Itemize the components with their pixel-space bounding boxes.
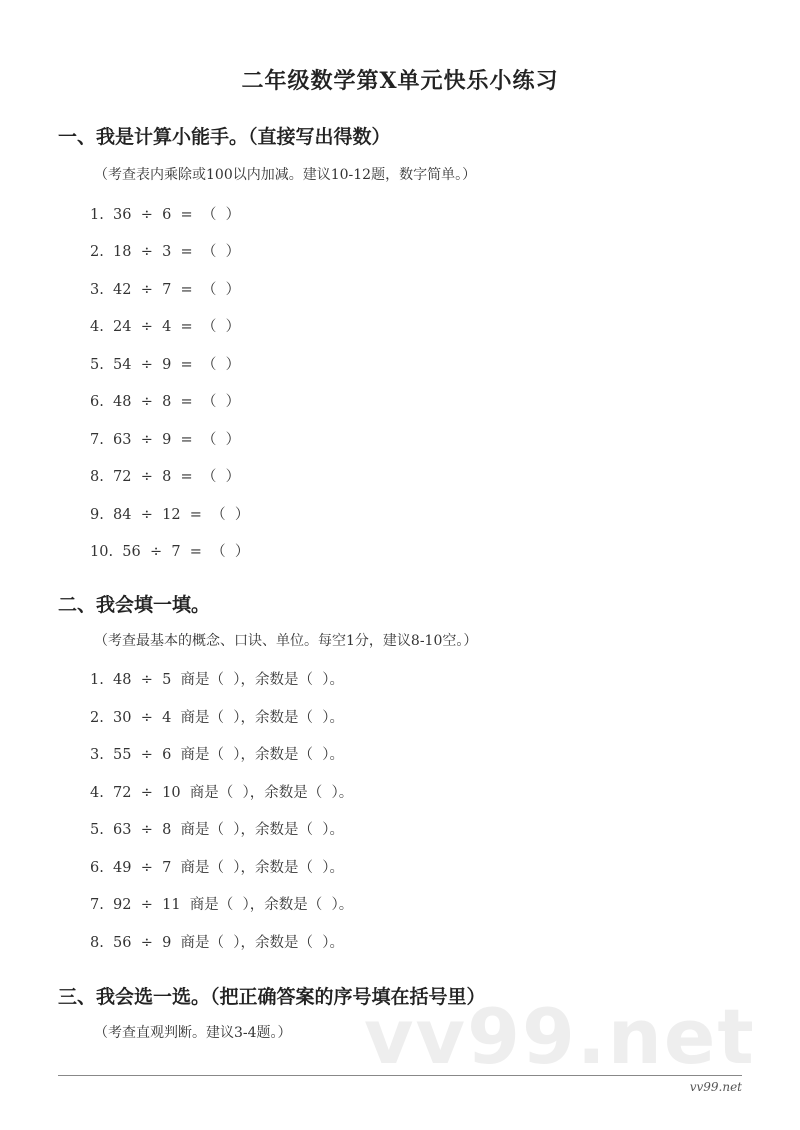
section1-problem: 1. 36 ÷ 6 = （ ） bbox=[90, 207, 241, 223]
watermark: vv99.net bbox=[364, 992, 756, 1081]
section1-problem: 8. 72 ÷ 8 = （ ） bbox=[90, 469, 241, 485]
section3-heading: 三、我会选一选。（把正确答案的序号填在括号里） bbox=[58, 986, 486, 1008]
section2-problem: 5. 63 ÷ 8 商是（ ），余数是（ ）。 bbox=[90, 822, 344, 838]
section1-problem: 10. 56 ÷ 7 = （ ） bbox=[90, 544, 250, 560]
section3-note: （考查直观判断。建议3-4题。） bbox=[94, 1025, 292, 1041]
section1-problem: 5. 54 ÷ 9 = （ ） bbox=[90, 357, 241, 373]
section2-problem: 6. 49 ÷ 7 商是（ ），余数是（ ）。 bbox=[90, 860, 344, 876]
footer-divider bbox=[58, 1075, 742, 1076]
section1-problem: 9. 84 ÷ 12 = （ ） bbox=[90, 507, 250, 523]
section2-problem: 8. 56 ÷ 9 商是（ ），余数是（ ）。 bbox=[90, 935, 344, 951]
section2-problem: 1. 48 ÷ 5 商是（ ），余数是（ ）。 bbox=[90, 672, 344, 688]
section2-heading: 二、我会填一填。 bbox=[58, 594, 211, 616]
footer-site: vv99.net bbox=[689, 1080, 742, 1094]
section1-problem: 6. 48 ÷ 8 = （ ） bbox=[90, 394, 241, 410]
section2-problem: 7. 92 ÷ 11 商是（ ），余数是（ ）。 bbox=[90, 897, 354, 913]
section1-problem: 4. 24 ÷ 4 = （ ） bbox=[90, 319, 241, 335]
page-title: 二年级数学第X单元快乐小练习 bbox=[241, 68, 559, 94]
section2-note: （考查最基本的概念、口诀、单位。每空1分，建议8-10空。） bbox=[94, 633, 478, 649]
section1-heading: 一、我是计算小能手。（直接写出得数） bbox=[58, 126, 391, 148]
section1-problem: 2. 18 ÷ 3 = （ ） bbox=[90, 244, 241, 260]
section1-problem: 3. 42 ÷ 7 = （ ） bbox=[90, 282, 241, 298]
section1-problem: 7. 63 ÷ 9 = （ ） bbox=[90, 432, 241, 448]
section2-problem: 4. 72 ÷ 10 商是（ ），余数是（ ）。 bbox=[90, 785, 354, 801]
section2-problem: 3. 55 ÷ 6 商是（ ），余数是（ ）。 bbox=[90, 747, 344, 763]
section2-problem: 2. 30 ÷ 4 商是（ ），余数是（ ）。 bbox=[90, 710, 344, 726]
section1-note: （考查表内乘除或100以内加减。建议10-12题，数字简单。） bbox=[94, 167, 477, 183]
